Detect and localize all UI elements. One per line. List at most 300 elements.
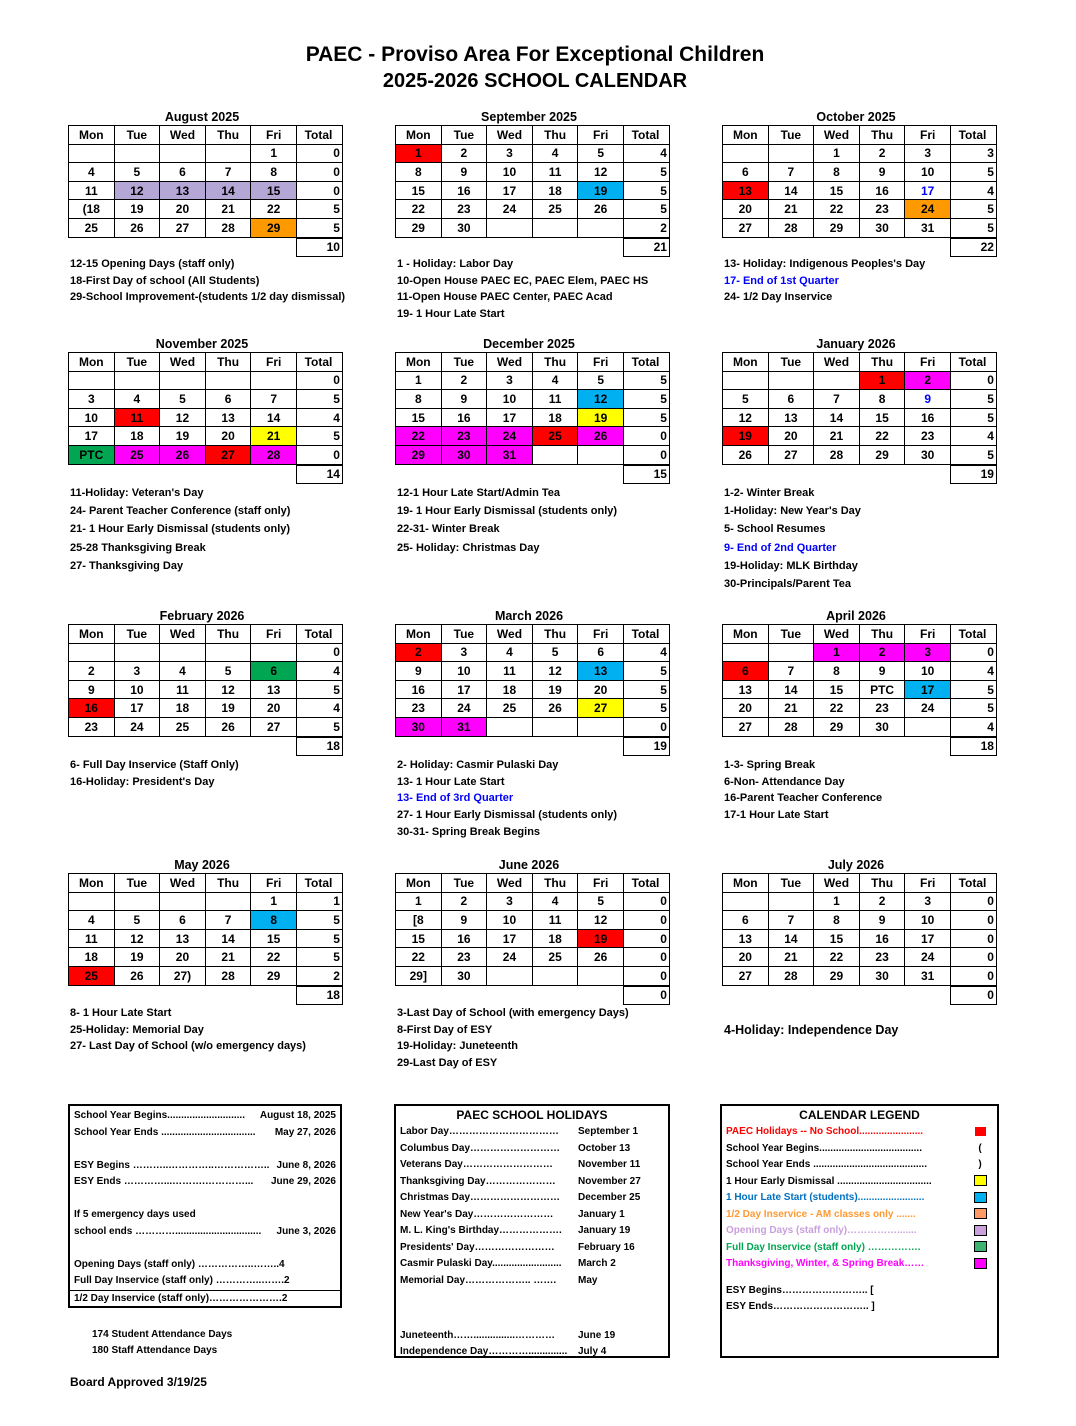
note-line: 16-Holiday: President's Day: [70, 775, 215, 788]
note-line: 6-Non- Attendance Day: [724, 775, 845, 788]
day-cell: 6: [251, 662, 297, 681]
day-cell: 26: [723, 445, 769, 464]
day-cell: 21: [205, 948, 251, 967]
holiday-row: [396, 1207, 668, 1224]
day-cell: [69, 144, 115, 163]
day-cell: 8: [396, 163, 442, 182]
week-total: 5: [296, 427, 342, 446]
day-header: Fri: [578, 874, 624, 893]
legend-label: 1 Hour Early Dismissal ..................................: [726, 1175, 932, 1187]
day-cell: [578, 717, 624, 736]
month-total: 18: [950, 737, 996, 756]
month-calendar: [395, 609, 669, 756]
day-cell: 21: [814, 427, 860, 446]
week-total: 5: [296, 717, 342, 736]
week-row: [723, 680, 997, 699]
note-line: 11-Holiday: Veteran's Day: [70, 487, 204, 499]
month-name: January 2026: [816, 337, 896, 351]
week-row: [69, 371, 343, 390]
day-header: Tue: [441, 353, 487, 372]
month-total: 22: [950, 238, 996, 257]
holiday-date: November 27: [578, 1175, 641, 1187]
day-cell: 4: [532, 144, 578, 163]
day-cell: 5: [114, 163, 160, 182]
day-cell: 12: [114, 181, 160, 200]
day-cell: 5: [723, 390, 769, 409]
day-cell: 26: [114, 966, 160, 985]
week-row: [69, 717, 343, 736]
week-row: [396, 911, 670, 930]
week-total: 2: [296, 966, 342, 985]
day-cell: 29: [814, 218, 860, 237]
holiday-date: June 19: [578, 1330, 616, 1341]
note-line: 1-3- Spring Break: [724, 759, 816, 771]
week-row: [69, 218, 343, 237]
day-header: Fri: [905, 625, 951, 644]
day-cell: [160, 643, 206, 662]
holiday-name: Casmir Pulaski Day.........................: [400, 1258, 562, 1269]
month-notes: [724, 1005, 1054, 1038]
day-cell: 16: [396, 680, 442, 699]
day-cell: 24: [487, 948, 533, 967]
day-cell: 21: [205, 200, 251, 219]
day-header: Mon: [69, 625, 115, 644]
day-cell: 8: [814, 911, 860, 930]
calendar-title-block: [0, 42, 1076, 94]
day-cell: 14: [205, 929, 251, 948]
day-cell: 2: [859, 892, 905, 911]
day-cell: (18: [69, 200, 115, 219]
day-cell: 3: [905, 892, 951, 911]
day-cell: 12: [114, 929, 160, 948]
day-cell: 3: [905, 643, 951, 662]
month-calendar: [395, 337, 669, 484]
day-cell: 24: [905, 948, 951, 967]
day-cell: 24: [905, 699, 951, 718]
day-cell: 30: [441, 218, 487, 237]
day-cell: [905, 717, 951, 736]
day-cell: 24: [487, 200, 533, 219]
week-total: 0: [296, 144, 342, 163]
day-header: Wed: [814, 353, 860, 372]
school-year-begins-label: School Year Begins............................: [74, 1110, 245, 1121]
day-cell: 11: [532, 390, 578, 409]
day-cell: 23: [859, 200, 905, 219]
day-cell: [768, 371, 814, 390]
legend-swatch: [974, 1225, 987, 1236]
week-total: 0: [623, 948, 669, 967]
day-cell: [114, 643, 160, 662]
day-cell: 7: [205, 911, 251, 930]
day-cell: [723, 643, 769, 662]
day-cell: 6: [160, 163, 206, 182]
day-cell: 12: [160, 408, 206, 427]
day-header: Total: [296, 874, 342, 893]
holiday-name: Columbus Day………………………: [400, 1142, 561, 1154]
day-cell: 6: [723, 163, 769, 182]
day-cell: 9: [69, 680, 115, 699]
holiday-date: February 16: [578, 1241, 635, 1253]
month-total: 14: [296, 465, 342, 484]
week-row: [396, 948, 670, 967]
day-header: Tue: [441, 126, 487, 145]
note-line: 9- End of 2nd Quarter: [724, 541, 837, 554]
week-total: 5: [623, 680, 669, 699]
day-cell: 13: [205, 408, 251, 427]
day-cell: 22: [859, 427, 905, 446]
month-table: [68, 624, 343, 756]
note-line: 21- 1 Hour Early Dismissal (students only): [70, 523, 291, 536]
day-cell: 2: [396, 643, 442, 662]
day-cell: 27: [723, 717, 769, 736]
day-cell: 13: [578, 662, 624, 681]
week-row: [396, 181, 670, 200]
summary-box: [68, 1104, 342, 1308]
day-cell: 3: [114, 662, 160, 681]
day-header: Wed: [814, 126, 860, 145]
day-cell: 8: [251, 163, 297, 182]
day-cell: [487, 717, 533, 736]
day-cell: [487, 966, 533, 985]
day-cell: 20: [251, 699, 297, 718]
day-header: Fri: [251, 126, 297, 145]
day-cell: 24: [905, 200, 951, 219]
day-cell: 8: [814, 662, 860, 681]
day-header: Mon: [396, 126, 442, 145]
legend-label: Opening Days (staff only)…………….......: [726, 1225, 917, 1236]
day-cell: 10: [69, 408, 115, 427]
holiday-name: New Year's Day……………………: [400, 1208, 554, 1220]
day-cell: [723, 371, 769, 390]
month-table: [68, 125, 343, 257]
week-row: [396, 144, 670, 163]
day-cell: 14: [768, 680, 814, 699]
holidays-box: [394, 1104, 670, 1358]
week-row: [396, 717, 670, 736]
day-cell: 13: [160, 929, 206, 948]
week-total: 0: [950, 948, 996, 967]
day-cell: 9: [441, 390, 487, 409]
holiday-date: March 2: [578, 1258, 616, 1269]
week-total: 5: [950, 445, 996, 464]
week-row: [396, 163, 670, 182]
day-cell: 29: [814, 966, 860, 985]
week-total: 4: [950, 181, 996, 200]
day-cell: 11: [114, 408, 160, 427]
day-cell: PTC: [859, 680, 905, 699]
day-cell: 23: [69, 717, 115, 736]
day-header: Thu: [205, 126, 251, 145]
day-cell: 18: [114, 427, 160, 446]
month-calendar: [68, 337, 342, 484]
day-header: Thu: [532, 625, 578, 644]
week-row: [723, 427, 997, 446]
day-cell: 11: [532, 911, 578, 930]
note-line: 5- School Resumes: [724, 523, 826, 536]
week-row: [396, 680, 670, 699]
day-header: Tue: [441, 874, 487, 893]
note-line: 25-28 Thanksgiving Break: [70, 541, 206, 554]
day-header: Tue: [768, 625, 814, 644]
day-cell: 20: [723, 948, 769, 967]
day-header: Mon: [723, 353, 769, 372]
day-header: Total: [296, 625, 342, 644]
legend-row: [722, 1190, 997, 1207]
day-cell: 11: [160, 680, 206, 699]
holiday-row: [396, 1345, 668, 1358]
day-cell: 15: [814, 181, 860, 200]
day-cell: 16: [859, 929, 905, 948]
week-total: 0: [296, 181, 342, 200]
holiday-name: Juneteenth……...............…………: [400, 1330, 556, 1341]
holiday-date: May: [578, 1274, 598, 1286]
week-total: 4: [623, 144, 669, 163]
day-cell: 26: [578, 948, 624, 967]
page-subtitle: 2025-2026 SCHOOL CALENDAR: [382, 70, 688, 92]
day-cell: 18: [487, 680, 533, 699]
month-name: November 2025: [155, 337, 249, 351]
legend-label: School Year Begins.....................................: [726, 1142, 922, 1154]
day-cell: 6: [723, 662, 769, 681]
day-cell: 28: [205, 966, 251, 985]
day-cell: 1: [859, 371, 905, 390]
day-cell: 21: [768, 200, 814, 219]
week-total: 4: [296, 699, 342, 718]
month-table: [395, 624, 670, 756]
week-total: 5: [296, 218, 342, 237]
week-total: 5: [950, 200, 996, 219]
day-cell: 19: [723, 427, 769, 446]
day-cell: 1: [251, 144, 297, 163]
month-table: [68, 352, 343, 484]
day-cell: 5: [114, 911, 160, 930]
holiday-date: October 13: [578, 1142, 631, 1154]
week-row: [396, 892, 670, 911]
day-cell: 29: [396, 218, 442, 237]
day-cell: 17: [905, 929, 951, 948]
day-header: Total: [950, 126, 996, 145]
holiday-name: Memorial Day……………….. …….: [400, 1274, 557, 1286]
week-total: 0: [623, 717, 669, 736]
day-cell: 14: [251, 408, 297, 427]
day-cell: 14: [768, 181, 814, 200]
day-cell: 20: [160, 948, 206, 967]
holidays-title: PAEC SCHOOL HOLIDAYS: [456, 1108, 608, 1122]
day-cell: 15: [396, 181, 442, 200]
day-cell: [160, 371, 206, 390]
month-calendar: [722, 337, 996, 484]
day-cell: [8: [396, 911, 442, 930]
month-notes: [397, 1005, 727, 1072]
day-cell: 30: [859, 218, 905, 237]
note-line: 19-Holiday: MLK Birthday: [724, 559, 858, 572]
week-row: [69, 445, 343, 464]
week-total: 5: [950, 390, 996, 409]
day-cell: 25: [114, 445, 160, 464]
day-header: Thu: [532, 126, 578, 145]
day-cell: 22: [814, 200, 860, 219]
day-cell: 19: [578, 408, 624, 427]
week-row: [723, 163, 997, 182]
week-total: 5: [296, 929, 342, 948]
day-header: Mon: [396, 625, 442, 644]
day-cell: 19: [532, 680, 578, 699]
day-cell: 29: [251, 966, 297, 985]
note-line: 2- Holiday: Casmir Pulaski Day: [397, 759, 559, 771]
day-header: Tue: [441, 625, 487, 644]
day-cell: 20: [160, 200, 206, 219]
week-total: 5: [950, 218, 996, 237]
legend-esy-ends: ESY Ends……………………….. ]: [726, 1301, 875, 1312]
half-inservice-line: 1/2 Day Inservice (staff only)………………….2: [74, 1292, 288, 1304]
day-header: Thu: [859, 353, 905, 372]
day-cell: 14: [205, 181, 251, 200]
holiday-row: [396, 1240, 668, 1257]
week-row: [723, 408, 997, 427]
day-header: Thu: [532, 874, 578, 893]
day-header: Total: [623, 353, 669, 372]
day-cell: 2: [905, 371, 951, 390]
day-cell: 29: [251, 218, 297, 237]
day-cell: 28: [251, 445, 297, 464]
day-cell: [723, 892, 769, 911]
day-cell: 28: [768, 717, 814, 736]
day-cell: 20: [205, 427, 251, 446]
holiday-name: M. L. King's Birthday……………….: [400, 1225, 562, 1236]
month-name: June 2026: [498, 858, 560, 872]
week-row: [69, 181, 343, 200]
day-cell: 20: [578, 680, 624, 699]
week-row: [396, 408, 670, 427]
legend-row: [722, 1223, 997, 1240]
day-cell: 16: [441, 929, 487, 948]
month-name: October 2025: [816, 110, 896, 124]
month-total: 15: [623, 465, 669, 484]
day-cell: 19: [205, 699, 251, 718]
day-cell: [578, 966, 624, 985]
legend-swatch: [974, 1208, 987, 1219]
day-cell: [768, 144, 814, 163]
week-row: [396, 390, 670, 409]
month-table: [395, 125, 670, 257]
holiday-date: September 1: [578, 1126, 639, 1137]
day-header: Wed: [160, 625, 206, 644]
day-header: Tue: [768, 874, 814, 893]
day-cell: 26: [578, 427, 624, 446]
day-cell: 19: [114, 948, 160, 967]
week-row: [69, 966, 343, 985]
school-year-begins-value: August 18, 2025: [259, 1110, 336, 1121]
month-total: 18: [296, 737, 342, 756]
week-total: 5: [296, 680, 342, 699]
day-cell: 19: [114, 200, 160, 219]
day-cell: 7: [768, 662, 814, 681]
day-cell: 15: [251, 181, 297, 200]
day-header: Total: [623, 625, 669, 644]
day-cell: 26: [160, 445, 206, 464]
day-cell: 25: [532, 948, 578, 967]
school-year-ends-value: May 27, 2026: [274, 1126, 336, 1138]
week-row: [396, 662, 670, 681]
day-cell: 8: [814, 163, 860, 182]
day-cell: 2: [441, 371, 487, 390]
week-total: 5: [623, 181, 669, 200]
week-total: 0: [623, 427, 669, 446]
day-header: Tue: [114, 353, 160, 372]
legend-marker: (: [978, 1142, 982, 1154]
month-table: [722, 352, 997, 484]
week-total: 4: [296, 408, 342, 427]
day-cell: 27: [723, 218, 769, 237]
week-row: [69, 948, 343, 967]
month-calendar: [68, 858, 342, 1005]
day-header: Wed: [487, 874, 533, 893]
week-total: 0: [950, 643, 996, 662]
month-total: 10: [296, 238, 342, 257]
day-cell: 4: [532, 371, 578, 390]
day-cell: 17: [905, 680, 951, 699]
day-cell: 3: [487, 892, 533, 911]
week-total: 5: [623, 371, 669, 390]
note-line: 1-Holiday: New Year's Day: [724, 505, 861, 518]
day-cell: [578, 445, 624, 464]
day-cell: 18: [160, 699, 206, 718]
day-cell: 1: [251, 892, 297, 911]
week-row: [396, 218, 670, 237]
week-row: [69, 929, 343, 948]
day-cell: 3: [441, 643, 487, 662]
day-cell: 9: [859, 662, 905, 681]
day-cell: 27: [723, 966, 769, 985]
month-name: September 2025: [481, 110, 577, 124]
holiday-name: Labor Day……………………………: [400, 1126, 559, 1137]
day-cell: 17: [114, 699, 160, 718]
day-cell: 13: [723, 929, 769, 948]
day-cell: [251, 371, 297, 390]
day-cell: 30: [396, 717, 442, 736]
month-total: 19: [623, 737, 669, 756]
holiday-name: Christmas Day………………………: [400, 1192, 561, 1203]
day-cell: 16: [441, 181, 487, 200]
month-calendar: [395, 110, 669, 257]
day-cell: 30: [441, 445, 487, 464]
day-header: Thu: [859, 874, 905, 893]
day-header: Wed: [160, 126, 206, 145]
week-row: [723, 892, 997, 911]
note-line: 6- Full Day Inservice (Staff Only): [70, 759, 239, 771]
day-cell: 17: [69, 427, 115, 446]
month-notes: [397, 484, 727, 557]
month-total: 21: [623, 238, 669, 257]
month-total: 19: [950, 465, 996, 484]
day-cell: 17: [441, 680, 487, 699]
month-table: [722, 125, 997, 257]
day-cell: 9: [905, 390, 951, 409]
day-cell: 12: [532, 662, 578, 681]
note-line: 25-Holiday: Memorial Day: [70, 1023, 204, 1036]
legend-marker: ): [978, 1159, 982, 1170]
day-header: Tue: [114, 874, 160, 893]
student-attendance: 174 Student Attendance Days: [92, 1329, 233, 1340]
day-cell: 9: [859, 163, 905, 182]
day-header: Fri: [251, 625, 297, 644]
day-cell: 21: [768, 699, 814, 718]
day-cell: 17: [905, 181, 951, 200]
day-cell: [814, 371, 860, 390]
day-cell: 25: [487, 699, 533, 718]
legend-swatch: [974, 1175, 987, 1186]
day-cell: 30: [859, 717, 905, 736]
